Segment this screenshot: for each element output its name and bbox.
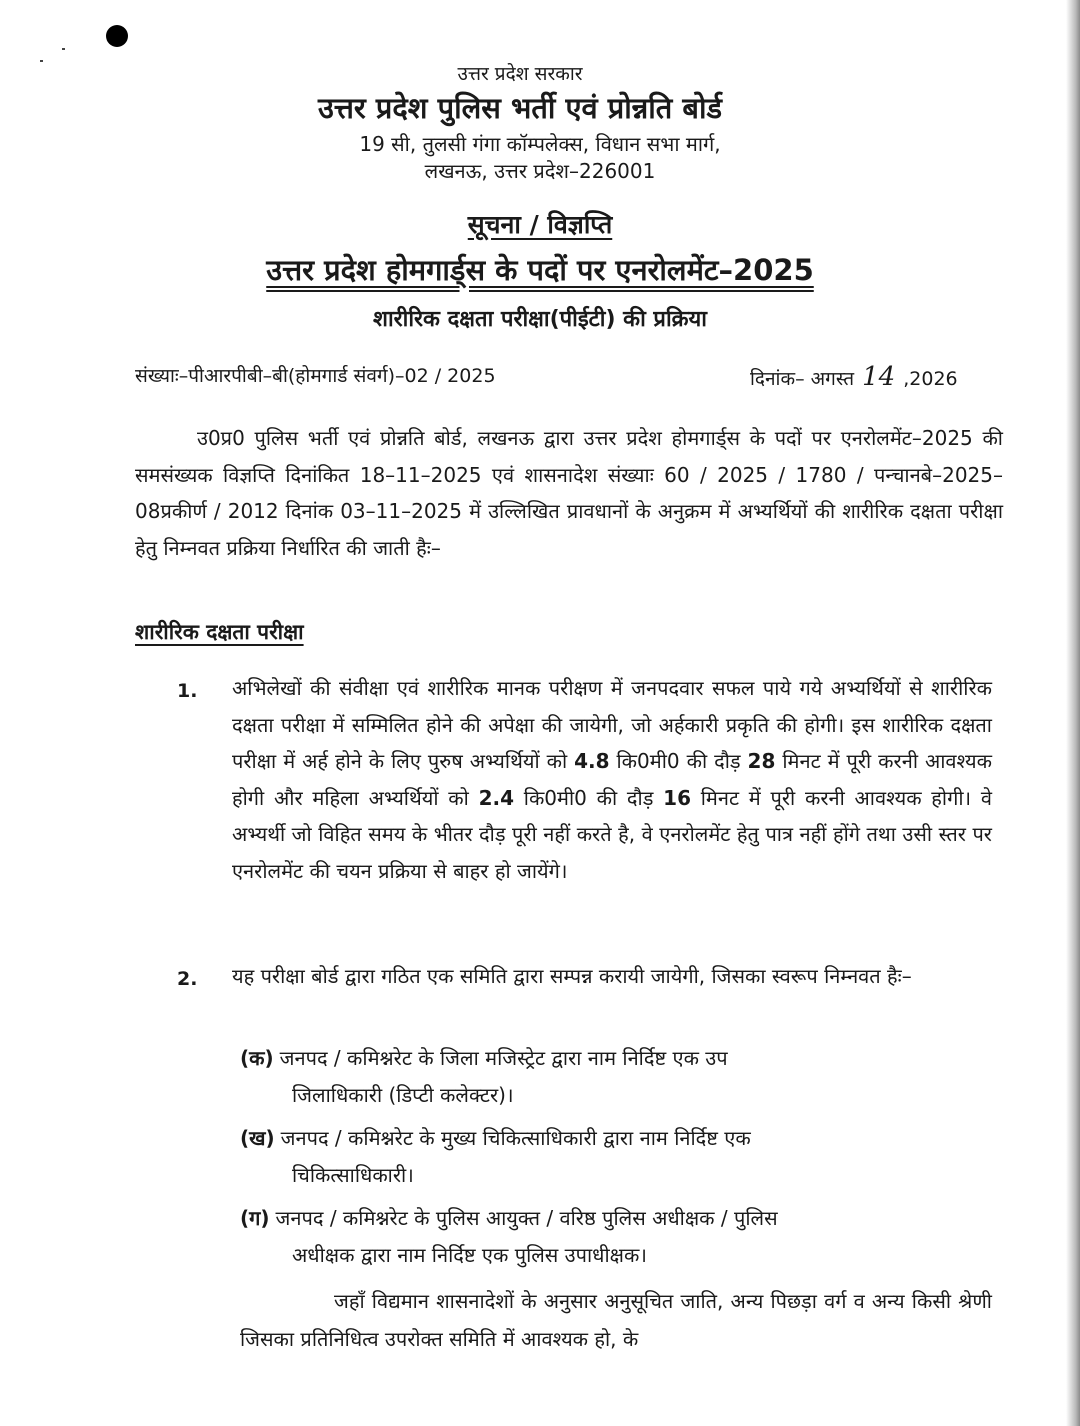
date-prefix: दिनांक– अगस्त bbox=[750, 368, 855, 390]
sub-item-label: (ग) bbox=[240, 1206, 270, 1230]
item-number-2: 2. bbox=[177, 968, 198, 990]
reference-number: संख्याः–पीआरपीबी–बी(होमगार्ड संवर्ग)–02 / 2025 bbox=[135, 365, 496, 387]
male-minutes: 28 bbox=[747, 749, 776, 773]
date-day-handwritten: 14 bbox=[862, 362, 896, 392]
sub-item-label: (क) bbox=[240, 1046, 274, 1070]
sub-item-kha: (ख) जनपद / कमिश्नरेट के मुख्य चिकित्साधिकारी द्वारा नाम निर्दिष्ट एक चिकित्साधिकारी। bbox=[240, 1126, 751, 1187]
address-line-1: 19 सी, तुलसी गंगा कॉम्पलेक्स, विधान सभा मार्ग, bbox=[359, 132, 721, 156]
female-distance: 2.4 bbox=[478, 785, 515, 810]
scan-speck bbox=[62, 48, 65, 50]
male-distance: 4.8 bbox=[574, 749, 610, 773]
address-line-2: लखनऊ, उत्तर प्रदेश–226001 bbox=[424, 159, 656, 183]
notice-type: सूचना / विज्ञप्ति bbox=[467, 210, 613, 239]
notice-title: उत्तर प्रदेश होमगार्ड्स के पदों पर एनरोलमेंट–2025 bbox=[266, 253, 814, 287]
notice-subtitle: शारीरिक दक्षता परीक्षा(पीईटी) की प्रक्रिया bbox=[373, 307, 707, 332]
date-year: ,2026 bbox=[903, 368, 958, 390]
female-minutes: 16 bbox=[663, 785, 691, 810]
item-2-text: यह परीक्षा बोर्ड द्वारा गठित एक समिति द्वारा सम्पन्न करायी जायेगी, जिसका स्वरूप निम्नवत हैः– bbox=[232, 964, 912, 988]
closing-paragraph: जहाँ विद्यमान शासनादेशों के अनुसार अनुसूचित जाति, अन्य पिछड़ा वर्ग व अन्य किसी श्रेणी जिसका प्रतिनिधित्व उपरोक्त समिति में आवश्यक हो, के bbox=[240, 1289, 992, 1351]
notice-date bbox=[750, 362, 958, 392]
item-1-text: अभिलेखों की संवीक्षा एवं शारीरिक मानक परीक्षण में जनपदवार सफल पाये गये अभ्यर्थियों से शारीरिक दक्षता परीक्षा में सम्मिलित होने की अपेक्षा की जायेगी, जो अर्हकारी प्रकृति की होगी। इस शारीरिक दक्षता परीक्षा में अर्ह होने के लिए पुरुष अभ्यर्थियों को 4.8 कि0मी0 की दौड़ 28 मिनट में पूरी करनी आवश्यक होगी और महिला अभ्यर्थियों को 2.4 कि0मी0 की दौड़ 16 मिनट में पूरी करनी आवश्यक होगी। वे अभ्यर्थी जो विहित समय के भीतर दौड़ पूरी नहीं करते है, वे एनरोलमेंट हेतु पात्र नहीं होंगे तथा उसी स्तर पर एनरोलमेंट की चयन प्रक्रिया से बाहर हो जायेंगे। bbox=[232, 676, 992, 883]
sub-item-label: (ख) bbox=[240, 1126, 275, 1150]
intro-paragraph: उ0प्र0 पुलिस भर्ती एवं प्रोन्नति बोर्ड, लखनऊ द्वारा उत्तर प्रदेश होमगार्ड्स के पदों पर एनरोलमेंट–2025 की समसंख्यक विज्ञप्ति दिनांकित 18–11–2025 एवं शासनादेश संख्याः 60 / 2025 / 1780 / पन्चानबे–2025–08प्रकीर्ण / 2012 दिनांक 03–11–2025 में उल्लिखित प्रावधानों के अनुक्रम में अभ्यर्थियों की शारीरिक दक्षता परीक्षा हेतु निम्नवत प्रक्रिया निर्धारित की जाती हैः– bbox=[135, 426, 1003, 560]
board-name: उत्तर प्रदेश पुलिस भर्ती एवं प्रोन्नति बोर्ड bbox=[318, 91, 722, 125]
punch-hole-mark bbox=[106, 25, 128, 47]
section-heading: शारीरिक दक्षता परीक्षा bbox=[135, 620, 304, 644]
item-number-1: 1. bbox=[177, 680, 198, 702]
government-name: उत्तर प्रदेश सरकार bbox=[457, 63, 583, 85]
sub-item-ga: (ग) जनपद / कमिश्नरेट के पुलिस आयुक्त / वरिष्ठ पुलिस अधीक्षक / पुलिस अधीक्षक द्वारा नाम निर्दिष्ट एक पुलिस उपाधीक्षक। bbox=[240, 1206, 778, 1267]
sub-item-ka: (क) जनपद / कमिश्नरेट के जिला मजिस्ट्रेट द्वारा नाम निर्दिष्ट एक उप जिलाधिकारी (डिप्टी कलेक्टर)। bbox=[240, 1046, 728, 1107]
